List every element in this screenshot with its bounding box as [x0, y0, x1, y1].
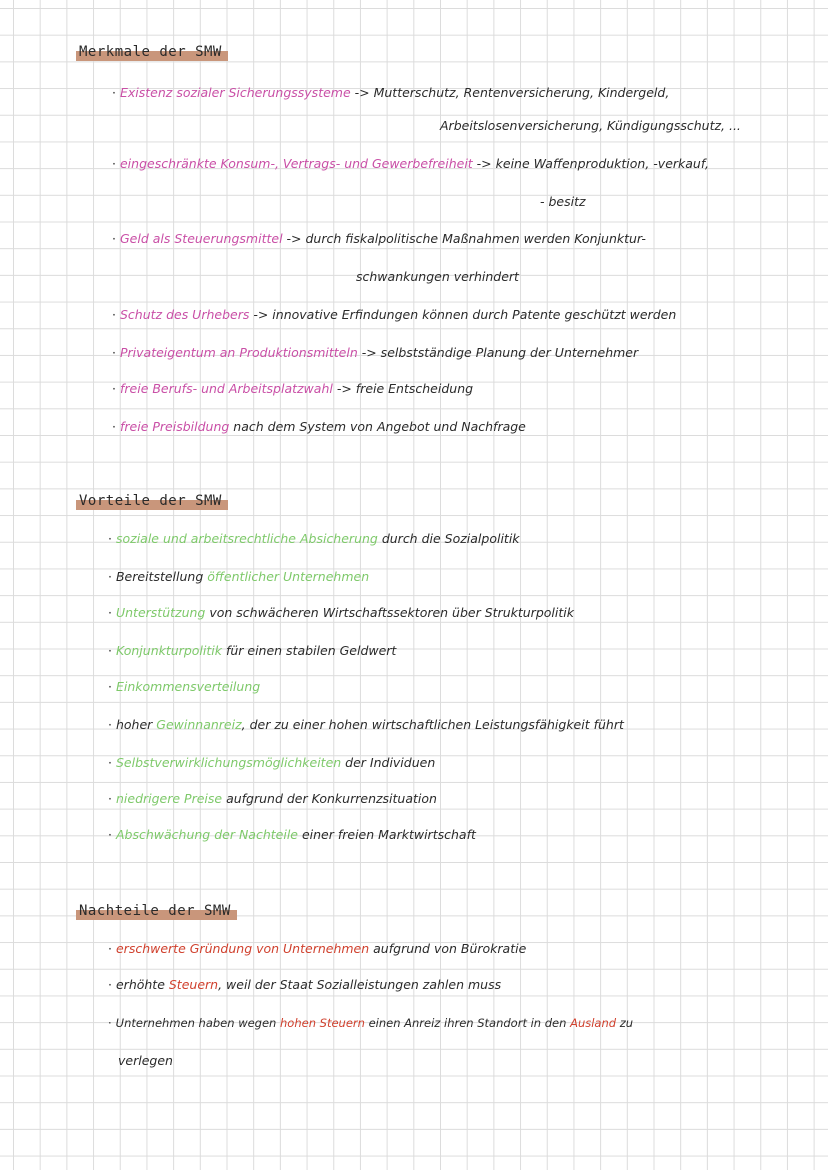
nachteil-line-3b: verlegen	[118, 1053, 173, 1068]
merkmal-term: eingeschränkte Konsum-, Vertrags- und Gewerbefreiheit	[119, 156, 473, 171]
vorteil-line-8	[108, 790, 437, 808]
merkmal-desc: -> selbstständige Planung der Unternehmer	[357, 345, 639, 360]
bullet: ·	[108, 569, 112, 584]
merkmal-desc: -> keine Waffenproduktion, -verkauf,	[472, 156, 710, 171]
merkmal-desc: -> Mutterschutz, Rentenversicherung, Kindergeld,	[350, 85, 670, 100]
merkmal-term: Privateigentum an Produktionsmitteln	[119, 345, 358, 360]
bullet: ·	[112, 85, 116, 100]
merkmal-line-1	[112, 84, 669, 102]
bullet: ·	[108, 827, 112, 842]
heading-vorteile: Vorteile der SMW	[76, 493, 228, 510]
vorteil-desc: für einen stabilen Geldwert	[221, 643, 397, 658]
vorteil-desc: hoher	[115, 717, 157, 732]
merkmal-term: freie Berufs- und Arbeitsplatzwahl	[119, 381, 333, 396]
nachteil-line-3	[108, 1014, 633, 1032]
bullet: ·	[108, 977, 112, 992]
bullet: ·	[112, 345, 116, 360]
nachteil-desc: zu	[616, 1016, 634, 1030]
merkmal-term: freie Preisbildung	[119, 419, 230, 434]
vorteil-term: Konjunkturpolitik	[115, 643, 222, 658]
nachteil-desc: , weil der Staat Sozialleistungen zahlen muss	[218, 977, 502, 992]
vorteil-desc: durch die Sozialpolitik	[377, 531, 520, 546]
merkmal-line-3	[112, 230, 646, 248]
bullet: ·	[108, 643, 112, 658]
merkmal-desc: -> freie Entscheidung	[332, 381, 474, 396]
merkmal-desc: -> innovative Erfindungen können durch Patente geschützt werden	[249, 307, 677, 322]
merkmal-desc: nach dem System von Angebot und Nachfrage	[229, 419, 526, 434]
bullet: ·	[108, 679, 112, 694]
nachteil-desc: Unternehmen haben wegen	[115, 1016, 281, 1030]
nachteil-term: hohen Steuern	[280, 1016, 365, 1030]
merkmal-line-6	[112, 380, 473, 398]
vorteil-term: Gewinnanreiz	[156, 717, 242, 732]
merkmal-term: Existenz sozialer Sicherungssysteme	[119, 85, 351, 100]
nachteil-desc: aufgrund von Bürokratie	[369, 941, 527, 956]
nachteil-term: erschwerte Gründung von Unternehmen	[115, 941, 370, 956]
vorteil-term: Unterstützung	[115, 605, 206, 620]
merkmal-term: Geld als Steuerungsmittel	[119, 231, 283, 246]
heading-nachteile: Nachteile der SMW	[76, 903, 237, 920]
vorteil-term: Einkommensverteilung	[115, 679, 261, 694]
merkmal-desc: -> durch fiskalpolitische Maßnahmen werden Konjunktur-	[282, 231, 646, 246]
vorteil-line-2	[108, 568, 369, 586]
vorteil-line-6	[108, 716, 624, 734]
merkmal-term: Schutz des Urhebers	[119, 307, 250, 322]
merkmal-line-5	[112, 344, 638, 362]
bullet: ·	[108, 717, 112, 732]
nachteil-term: Steuern	[168, 977, 219, 992]
bullet: ·	[112, 156, 116, 171]
vorteil-line-5	[108, 678, 260, 696]
vorteil-term: niedrigere Preise	[115, 791, 223, 806]
bullet: ·	[108, 755, 112, 770]
vorteil-desc: der Individuen	[341, 755, 436, 770]
nachteil-desc: einen Anreiz ihren Standort in den	[364, 1016, 571, 1030]
merkmal-line-2	[112, 155, 709, 173]
vorteil-desc: , der zu einer hohen wirtschaftlichen Leistungsfähigkeit führt	[241, 717, 624, 732]
bullet: ·	[112, 231, 116, 246]
vorteil-term: öffentlicher Unternehmen	[207, 569, 370, 584]
bullet: ·	[108, 531, 112, 546]
nachteil-term: Ausland	[570, 1016, 617, 1030]
merkmal-line-4	[112, 306, 676, 324]
vorteil-line-9	[108, 826, 476, 844]
merkmal-line-3b: schwankungen verhindert	[356, 269, 519, 284]
nachteil-line-1	[108, 940, 526, 958]
vorteil-desc: Bereitstellung	[115, 569, 208, 584]
vorteil-term: Abschwächung der Nachteile	[115, 827, 298, 842]
bullet: ·	[108, 791, 112, 806]
bullet: ·	[112, 419, 116, 434]
merkmal-line-1b: Arbeitslosenversicherung, Kündigungsschutz, ...	[440, 118, 741, 133]
vorteil-line-3	[108, 604, 574, 622]
bullet: ·	[112, 381, 116, 396]
vorteil-line-7	[108, 754, 435, 772]
merkmal-line-2b: - besitz	[540, 194, 586, 209]
bullet: ·	[112, 307, 116, 322]
heading-merkmale: Merkmale der SMW	[76, 44, 228, 61]
vorteil-term: soziale und arbeitsrechtliche Absicherung	[115, 531, 378, 546]
bullet: ·	[108, 605, 112, 620]
nachteil-desc: erhöhte	[115, 977, 169, 992]
vorteil-line-1	[108, 530, 520, 548]
vorteil-line-4	[108, 642, 396, 660]
bullet: ·	[108, 1016, 112, 1030]
merkmal-line-7	[112, 418, 526, 436]
nachteil-line-2	[108, 976, 501, 994]
vorteil-desc: einer freien Marktwirtschaft	[297, 827, 476, 842]
bullet: ·	[108, 941, 112, 956]
vorteil-desc: von schwächeren Wirtschaftssektoren über Strukturpolitik	[205, 605, 574, 620]
vorteil-desc: aufgrund der Konkurrenzsituation	[222, 791, 437, 806]
vorteil-term: Selbstverwirklichungsmöglichkeiten	[115, 755, 342, 770]
